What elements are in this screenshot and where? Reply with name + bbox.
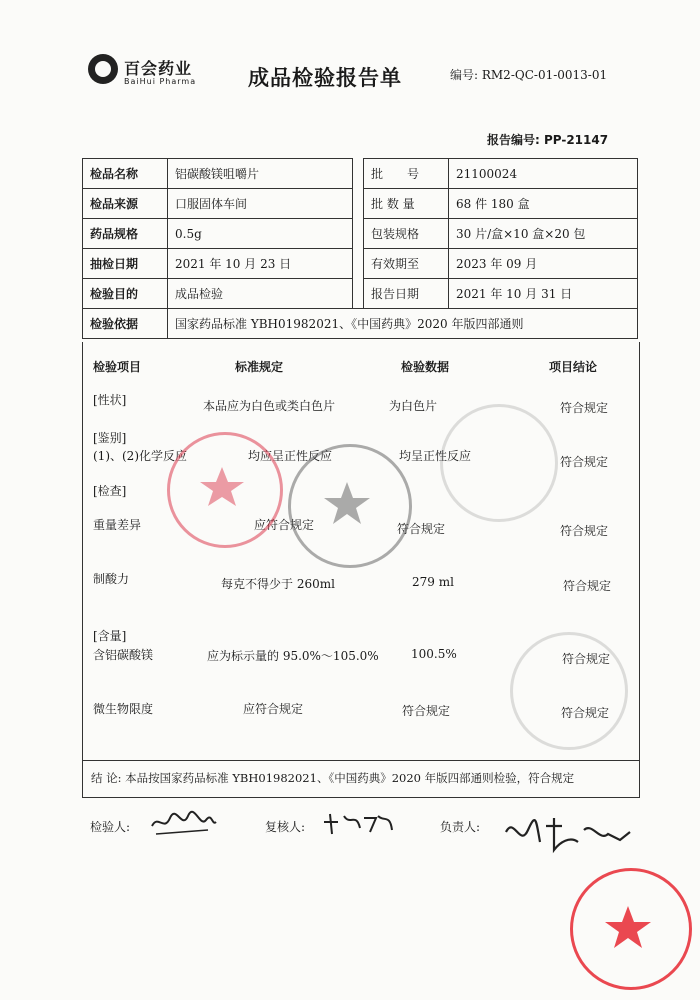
identification-item: (1)、(2)化学反应 <box>93 449 187 463</box>
content-data: 100.5% <box>411 647 457 661</box>
content-item: 含铝碳酸镁 <box>93 648 154 662</box>
micro-standard: 应符合规定 <box>243 702 304 716</box>
qa-stamp-left <box>167 432 283 548</box>
conclusion-divider <box>83 760 639 761</box>
report-number: 报告编号: PP-21147 <box>487 133 609 147</box>
reviewer-label: 复核人: <box>265 820 306 834</box>
product-name-value: 铝碳酸镁咀嚼片 <box>168 159 353 189</box>
weight-data: 符合规定 <box>397 522 446 536</box>
header-data: 检验数据 <box>401 360 450 374</box>
document-title: 成品检验报告单 <box>248 65 402 90</box>
weight-standard: 应符合规定 <box>254 518 315 532</box>
section-character: [性状] <box>93 393 127 407</box>
quantity-label: 批 数 量 <box>364 189 449 219</box>
purpose-label: 检验目的 <box>83 279 168 309</box>
source-label: 检品来源 <box>83 189 168 219</box>
identification-standard: 均应呈正性反应 <box>248 449 333 463</box>
character-result: 符合规定 <box>560 401 609 415</box>
section-inspection: [检查] <box>93 484 127 498</box>
content-standard: 应为标示量的 95.0%～105.0% <box>207 649 379 663</box>
spec-value: 0.5g <box>168 219 353 249</box>
micro-item: 微生物限度 <box>93 702 154 716</box>
identification-result: 符合规定 <box>560 455 609 469</box>
inspector-label: 检验人: <box>90 820 131 834</box>
product-name-label: 检品名称 <box>83 159 168 189</box>
character-standard: 本品应为白色或类白色片 <box>203 399 336 413</box>
conclusion-text: 结 论: 本品按国家药品标准 YBH01982021、《中国药典》2020 年版四部通则检验，符合规定 <box>91 771 575 785</box>
acid-data: 279 ml <box>412 575 454 589</box>
batch-label: 批 号 <box>364 159 449 189</box>
acid-item: 制酸力 <box>93 572 130 586</box>
expiry-label: 有效期至 <box>364 249 449 279</box>
packaging-label: 包装规格 <box>364 219 449 249</box>
batch-value: 21100024 <box>449 159 638 189</box>
responsible-label: 负责人: <box>440 820 481 834</box>
section-identification: [鉴别] <box>93 431 127 445</box>
header-test-item: 检验项目 <box>93 360 142 374</box>
basis-label: 检验依据 <box>83 309 168 339</box>
content-result: 符合规定 <box>562 652 611 666</box>
purpose-value: 成品检验 <box>168 279 353 309</box>
basis-value: 国家药品标准 YBH01982021、《中国药典》2020 年版四部通则 <box>168 309 638 339</box>
report-date-value: 2021 年 10 月 31 日 <box>449 279 638 309</box>
spec-label: 药品规格 <box>83 219 168 249</box>
identification-data: 均呈正性反应 <box>399 449 472 463</box>
source-value: 口服固体车间 <box>168 189 353 219</box>
reviewer-signature <box>320 808 395 838</box>
weight-result: 符合规定 <box>560 524 609 538</box>
product-info-table <box>82 158 638 339</box>
acid-result: 符合规定 <box>563 579 612 593</box>
expiry-value: 2023 年 09 月 <box>449 249 638 279</box>
header-conclusion: 项目结论 <box>549 360 598 374</box>
micro-data: 符合规定 <box>402 704 451 718</box>
company-logo-text: 百会药业 <box>124 59 193 78</box>
responsible-signature <box>500 812 640 857</box>
header-standard: 标准规定 <box>235 360 284 374</box>
packaging-value: 30 片/盒×10 盒×20 包 <box>449 219 638 249</box>
sample-date-value: 2021 年 10 月 23 日 <box>168 249 353 279</box>
sample-date-label: 抽检日期 <box>83 249 168 279</box>
section-content: [含量] <box>93 629 127 643</box>
qa-stamp-bottom <box>570 868 692 990</box>
character-data: 为白色片 <box>389 399 438 413</box>
inspector-signature <box>148 808 218 838</box>
report-date-label: 报告日期 <box>364 279 449 309</box>
faint-stamp-upper-right <box>440 404 558 522</box>
qa-stamp-center <box>288 444 412 568</box>
weight-item: 重量差异 <box>93 518 142 532</box>
micro-result: 符合规定 <box>561 706 610 720</box>
company-logo-icon <box>88 54 118 84</box>
document-number: 编号: RM2-QC-01-0013-01 <box>450 68 608 82</box>
faint-stamp-lower-right <box>510 632 628 750</box>
acid-standard: 每克不得少于 260ml <box>221 577 335 591</box>
company-logo-english: BaiHui Pharma <box>124 77 197 86</box>
quantity-value: 68 件 180 盒 <box>449 189 638 219</box>
